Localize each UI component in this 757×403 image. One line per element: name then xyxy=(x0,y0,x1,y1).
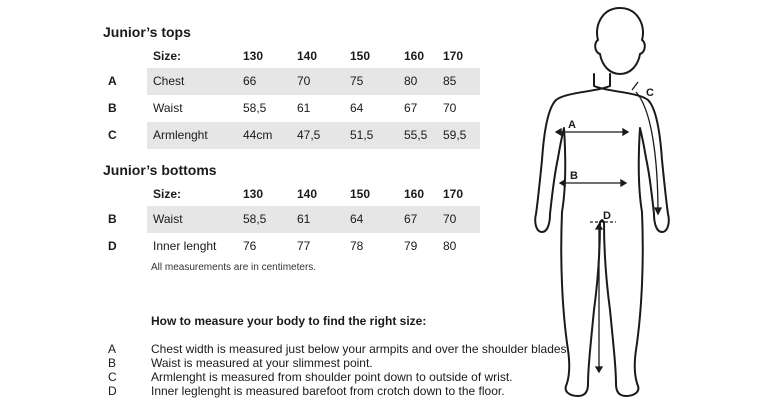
tops-title: Junior’s tops xyxy=(103,24,191,40)
legend-letter: A xyxy=(108,342,117,356)
table-cell: 61 xyxy=(297,212,311,226)
row-label: Waist xyxy=(153,101,183,115)
table-cell: 66 xyxy=(243,74,257,88)
arrow-icon xyxy=(560,180,565,186)
arrow-icon xyxy=(596,367,602,372)
row-label: Waist xyxy=(153,212,183,226)
table-cell: 85 xyxy=(443,74,457,88)
legend-text: Armlenght is measured from shoulder point down to outside of wrist. xyxy=(151,370,513,384)
table-row xyxy=(147,122,480,149)
header-size: 170 xyxy=(443,49,464,63)
bottoms-header-row xyxy=(147,181,480,208)
measurement-note: All measurements are in centimeters. xyxy=(151,262,317,273)
header-size: 140 xyxy=(297,49,318,63)
table-cell: 59,5 xyxy=(443,128,467,142)
figure-label-d: D xyxy=(603,210,611,222)
table-cell: 58,5 xyxy=(243,101,267,115)
table-cell: 70 xyxy=(297,74,311,88)
header-size: 130 xyxy=(243,49,264,63)
table-cell: 47,5 xyxy=(297,128,321,142)
table-cell: 58,5 xyxy=(243,212,267,226)
table-cell: 70 xyxy=(443,212,457,226)
tops-header-row xyxy=(147,43,480,70)
table-cell: 55,5 xyxy=(404,128,428,142)
table-cell: 80 xyxy=(404,74,418,88)
figure-label-c: C xyxy=(646,87,654,99)
table-cell: 76 xyxy=(243,239,257,253)
table-cell: 77 xyxy=(297,239,311,253)
body-figure xyxy=(520,0,757,403)
row-letter: A xyxy=(108,74,117,88)
header-size-label: Size: xyxy=(153,49,182,63)
legend-text: Waist is measured at your slimmest point. xyxy=(151,356,373,370)
arrow-icon xyxy=(556,129,561,135)
header-size: 170 xyxy=(443,187,464,201)
table-row xyxy=(147,95,480,122)
table-cell: 78 xyxy=(350,239,364,253)
table-cell: 75 xyxy=(350,74,364,88)
arrow-icon xyxy=(596,224,602,229)
header-size: 150 xyxy=(350,187,371,201)
header-size-label: Size: xyxy=(153,187,182,201)
legend-letter: B xyxy=(108,356,117,370)
table-row xyxy=(147,206,480,233)
table-cell: 80 xyxy=(443,239,457,253)
header-size: 150 xyxy=(350,49,371,63)
arrow-icon xyxy=(623,129,628,135)
row-letter: B xyxy=(108,101,117,115)
table-cell: 44cm xyxy=(243,128,273,142)
row-letter: B xyxy=(108,212,117,226)
legend-text: Inner leglenght is measured barefoot from crotch down to the floor. xyxy=(151,384,505,398)
row-letter: C xyxy=(108,128,117,142)
header-size: 160 xyxy=(404,187,425,201)
row-letter: D xyxy=(108,239,117,253)
legend-letter: D xyxy=(108,384,117,398)
arrow-icon xyxy=(621,180,626,186)
arrow-icon xyxy=(655,208,661,214)
body-outline xyxy=(535,8,669,396)
table-cell: 70 xyxy=(443,101,457,115)
table-cell: 51,5 xyxy=(350,128,374,142)
table-cell: 67 xyxy=(404,212,418,226)
bottoms-title: Junior’s bottoms xyxy=(103,162,217,178)
howto-title: How to measure your body to find the right size: xyxy=(151,314,427,328)
header-size: 130 xyxy=(243,187,264,201)
table-cell: 61 xyxy=(297,101,311,115)
header-size: 160 xyxy=(404,49,425,63)
table-row xyxy=(147,233,480,260)
header-size: 140 xyxy=(297,187,318,201)
row-label: Armlenght xyxy=(153,128,208,142)
row-label: Chest xyxy=(153,74,185,88)
table-cell: 64 xyxy=(350,101,364,115)
figure-label-b: B xyxy=(570,170,578,182)
table-cell: 79 xyxy=(404,239,418,253)
shoulder-tick xyxy=(632,82,638,90)
legend-text: Chest width is measured just below your armpits and over the shoulder blades. xyxy=(151,342,570,356)
table-row xyxy=(147,68,480,95)
table-cell: 64 xyxy=(350,212,364,226)
row-label: Inner lenght xyxy=(153,239,217,253)
legend-letter: C xyxy=(108,370,117,384)
figure-label-a: A xyxy=(568,119,576,131)
table-cell: 67 xyxy=(404,101,418,115)
